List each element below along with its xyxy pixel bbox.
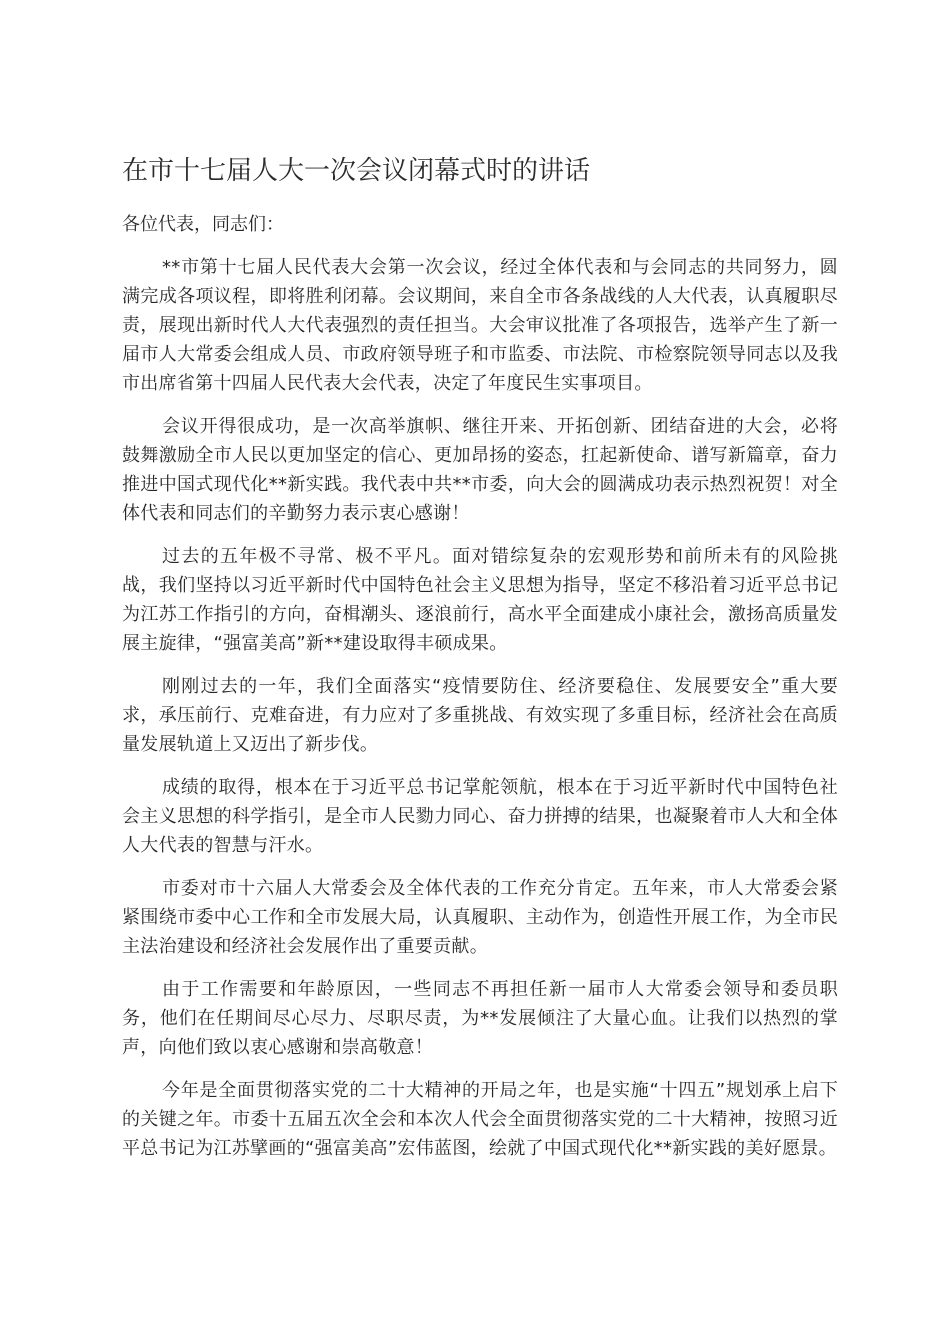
paragraph-1: **市第十七届人民代表大会第一次会议，经过全体代表和与会同志的共同努力，圆满完成各项议程，即将胜利闭幕。会议期间，来自全市各条战线的人大代表，认真履职尽责，展现出新时代人大代表强烈的责任担当。大会审议批准了各项报告，选举产生了新一届市人大常委会组成人员、市政府领导班子和市监委、市法院、市检察院领导同志以及我市出席省第十四届人民代表大会代表，决定了年度民生实事项目。	[122, 257, 838, 394]
paragraph-8: 今年是全面贯彻落实党的二十大精神的开局之年，也是实施“十四五”规划承上启下的关键之年。市委十五届五次全会和本次人代会全面贯彻落实党的二十大精神，按照习近平总书记为江苏擘画的“强富美高”宏伟蓝图，绘就了中国式现代化**新实践的美好愿景。	[122, 1080, 838, 1159]
paragraph-4: 刚刚过去的一年，我们全面落实“疫情要防住、经济要稳住、发展要安全”重大要求，承压前行、克难奋进，有力应对了多重挑战、有效实现了多重目标，经济社会在高质量发展轨道上又迈出了新步伐。	[122, 676, 838, 755]
document-title: 在市十七届人大一次会议闭幕式时的讲话	[122, 156, 591, 186]
paragraph-7: 由于工作需要和年龄原因，一些同志不再担任新一届市人大常委会领导和委员职务，他们在任期间尽心尽力、尽职尽责，为**发展倾注了大量心血。让我们以热烈的掌声，向他们致以衷心感谢和崇高敬意！	[122, 979, 838, 1058]
paragraph-5: 成绩的取得，根本在于习近平总书记掌舵领航，根本在于习近平新时代中国特色社会主义思想的科学指引，是全市人民勠力同心、奋力拼搏的结果，也凝聚着市人大和全体人大代表的智慧与汗水。	[122, 777, 838, 856]
paragraph-3: 过去的五年极不寻常、极不平凡。面对错综复杂的宏观形势和前所未有的风险挑战，我们坚持以习近平新时代中国特色社会主义思想为指导，坚定不移沿着习近平总书记为江苏工作指引的方向，奋楫潮头、逐浪前行，高水平全面建成小康社会，激扬高质量发展主旋律，“强富美高”新**建设取得丰硕成果。	[122, 546, 838, 654]
paragraph-2: 会议开得很成功，是一次高举旗帜、继往开来、开拓创新、团结奋进的大会，必将鼓舞激励全市人民以更加坚定的信心、更加昂扬的姿态，扛起新使命、谱写新篇章，奋力推进中国式现代化**新实践。我代表中共**市委，向大会的圆满成功表示热烈祝贺！对全体代表和同志们的辛勤努力表示衷心感谢！	[122, 416, 838, 524]
salutation: 各位代表，同志们：	[122, 214, 284, 235]
document-page	[122, 150, 838, 1177]
paragraph-6: 市委对市十六届人大常委会及全体代表的工作充分肯定。五年来，市人大常委会紧紧围绕市委中心工作和全市发展大局，认真履职、主动作为，创造性开展工作，为全市民主法治建设和经济社会发展作出了重要贡献。	[122, 878, 838, 957]
